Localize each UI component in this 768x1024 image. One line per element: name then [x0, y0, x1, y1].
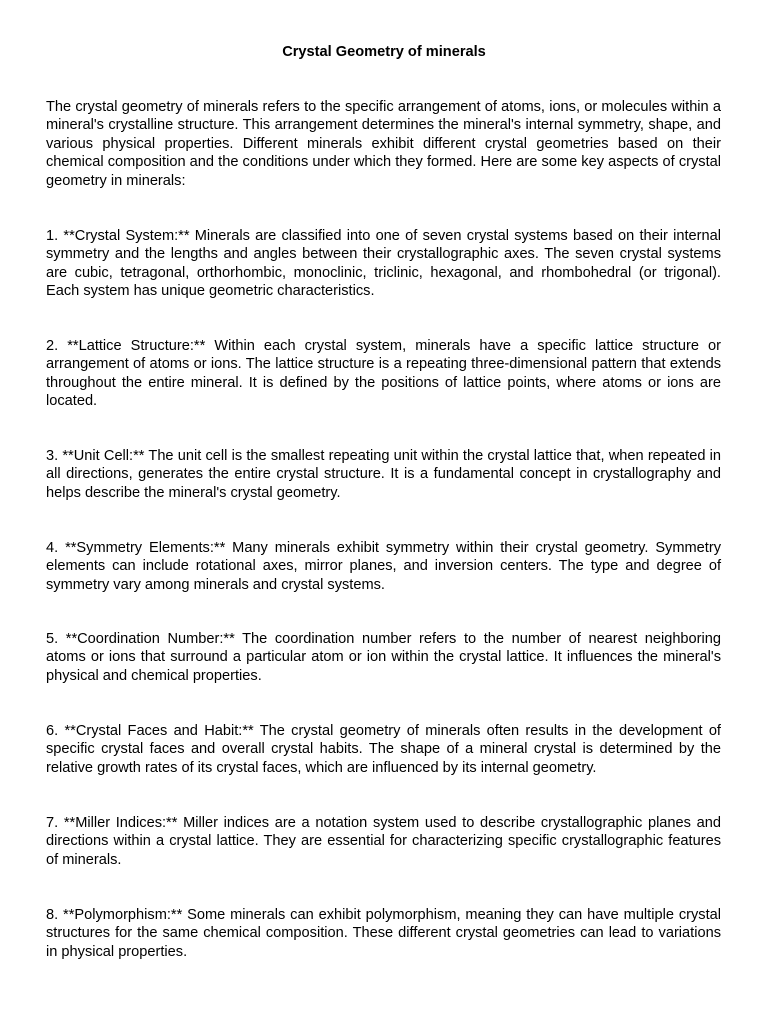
list-item-miller-indices: 7. **Miller Indices:** Miller indices are a notation system used to describe crystallographic planes and directions within a crystal lattice. They are essential for characterizing specific crystallographic features of minerals.	[46, 815, 721, 868]
list-item-symmetry-elements: 4. **Symmetry Elements:** Many minerals exhibit symmetry within their crystal geometry. Symmetry elements can include rotational axes, mirror planes, and inversion centers. The type and degree of symmetry vary among minerals and crystal systems.	[46, 540, 721, 593]
list-item-lattice-structure: 2. **Lattice Structure:** Within each crystal system, minerals have a specific lattice structure or arrangement of atoms or ions. The lattice structure is a repeating three-dimensional pattern that extends throughout the entire mineral. It is defined by the positions of lattice points, where atoms or ions are located.	[46, 338, 721, 410]
list-item-unit-cell: 3. **Unit Cell:** The unit cell is the smallest repeating unit within the crystal lattice that, when repeated in all directions, generates the entire crystal structure. It is a fundamental concept in crystallography and helps describe the mineral's crystal geometry.	[46, 448, 721, 501]
list-item-polymorphism: 8. **Polymorphism:** Some minerals can exhibit polymorphism, meaning they can have multiple crystal structures for the same chemical composition. These different crystal geometries can lead to variations in physical properties.	[46, 907, 721, 960]
list-item-crystal-system: 1. **Crystal System:** Minerals are classified into one of seven crystal systems based on their internal symmetry and the lengths and angles between their crystallographic axes. The seven crystal systems are cubic, tetragonal, orthorhombic, monoclinic, triclinic, hexagonal, and rhombohedral (or trigonal). Each system has unique geometric characteristics.	[46, 228, 721, 300]
list-item-coordination-number: 5. **Coordination Number:** The coordination number refers to the number of nearest neighboring atoms or ions that surround a particular atom or ion within the crystal lattice. It influences the mineral's physical and chemical properties.	[46, 631, 721, 684]
document-title: Crystal Geometry of minerals	[282, 44, 486, 60]
list-item-crystal-faces-habit: 6. **Crystal Faces and Habit:** The crystal geometry of minerals often results in the development of specific crystal faces and overall crystal habits. The shape of a mineral crystal is determined by the relative growth rates of its crystal faces, which are influenced by its internal geometry.	[46, 723, 721, 776]
intro-paragraph: The crystal geometry of minerals refers to the specific arrangement of atoms, ions, or molecules within a mineral's crystalline structure. This arrangement determines the mineral's internal symmetry, shape, and various physical properties. Different minerals exhibit different crystal geometries based on their chemical composition and the conditions under which they formed. Here are some key aspects of crystal geometry in minerals:	[46, 99, 721, 189]
